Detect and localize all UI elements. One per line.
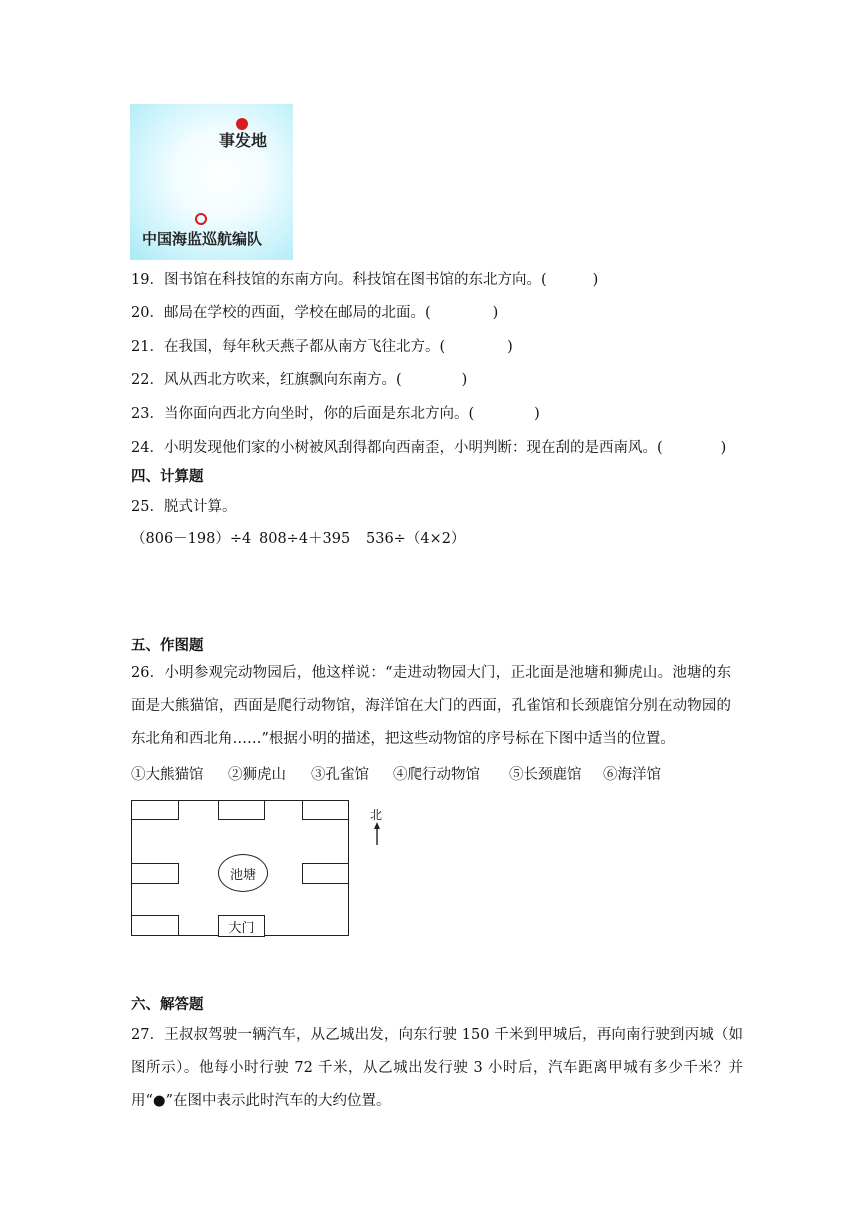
section-5-title: 五、作图题 (131, 638, 204, 654)
option-6: ⑥海洋馆 (603, 767, 661, 783)
incident-label: 事发地 (219, 131, 268, 150)
slot-northwest (131, 800, 179, 820)
slot-west (131, 863, 179, 884)
question-19: 19．图书馆在科技馆的东南方向。科技馆在图书馆的东北方向。( ) (131, 272, 599, 288)
gate: 大门 (218, 915, 265, 937)
expression-1: （806－198）÷4 (131, 531, 252, 547)
pond: 池塘 (218, 854, 268, 892)
fleet-label: 中国海监巡航编队 (142, 230, 263, 248)
fleet-marker-icon (195, 213, 207, 225)
question-25: 25．脱式计算。 (131, 499, 237, 515)
question-23: 23．当你面向西北方向坐时，你的后面是东北方向。( ) (131, 406, 540, 422)
question-27: 27．王叔叔驾驶一辆汽车，从乙城出发，向东行驶 150 千米到甲城后，再向南行驶到丙城（如图所示）。他每小时行驶 72 千米，从乙城出发行驶 3 小时后，汽车距离甲城有多少千米？并用“●”在图中表示此时汽车的大约位置。 (131, 1027, 743, 1109)
expression-2: 808÷4＋395 (259, 531, 351, 547)
option-3: ③孔雀馆 (311, 767, 369, 783)
slot-north (218, 800, 265, 820)
question-26: 26．小明参观完动物园后，他这样说：“走进动物园大门，正北面是池塘和狮虎山。池塘的东面是大熊猫馆，西面是爬行动物馆，海洋馆在大门的西面，孔雀馆和长颈鹿馆分别在动物园的东北角和西北角……”根据小明的描述，把这些动物馆的序号标在下图中适当的位置。 (131, 665, 731, 747)
option-1: ①大熊猫馆 (131, 767, 204, 783)
question-22: 22．风从西北方吹来，红旗飘向东南方。( ) (131, 372, 468, 388)
slot-northeast (302, 800, 349, 820)
section-6-title: 六、解答题 (131, 997, 204, 1013)
question-20: 20．邮局在学校的西面，学校在邮局的北面。( ) (131, 305, 499, 321)
option-5: ⑤长颈鹿馆 (509, 767, 582, 783)
option-4: ④爬行动物馆 (393, 767, 480, 783)
option-2: ②狮虎山 (228, 767, 286, 783)
question-21: 21．在我国，每年秋天燕子都从南方飞往北方。( ) (131, 339, 513, 355)
section-4-title: 四、计算题 (131, 469, 204, 485)
question-24: 24．小明发现他们家的小树被风刮得都向西南歪，小明判断：现在刮的是西南风。( ) (131, 440, 727, 456)
north-arrow-icon (373, 822, 381, 846)
slot-southwest (131, 915, 179, 936)
slot-east (302, 863, 349, 884)
sea-map-image (130, 104, 293, 260)
zoo-diagram (131, 800, 349, 936)
north-label: 北 (370, 808, 383, 822)
expression-3: 536÷（4×2） (366, 531, 466, 547)
